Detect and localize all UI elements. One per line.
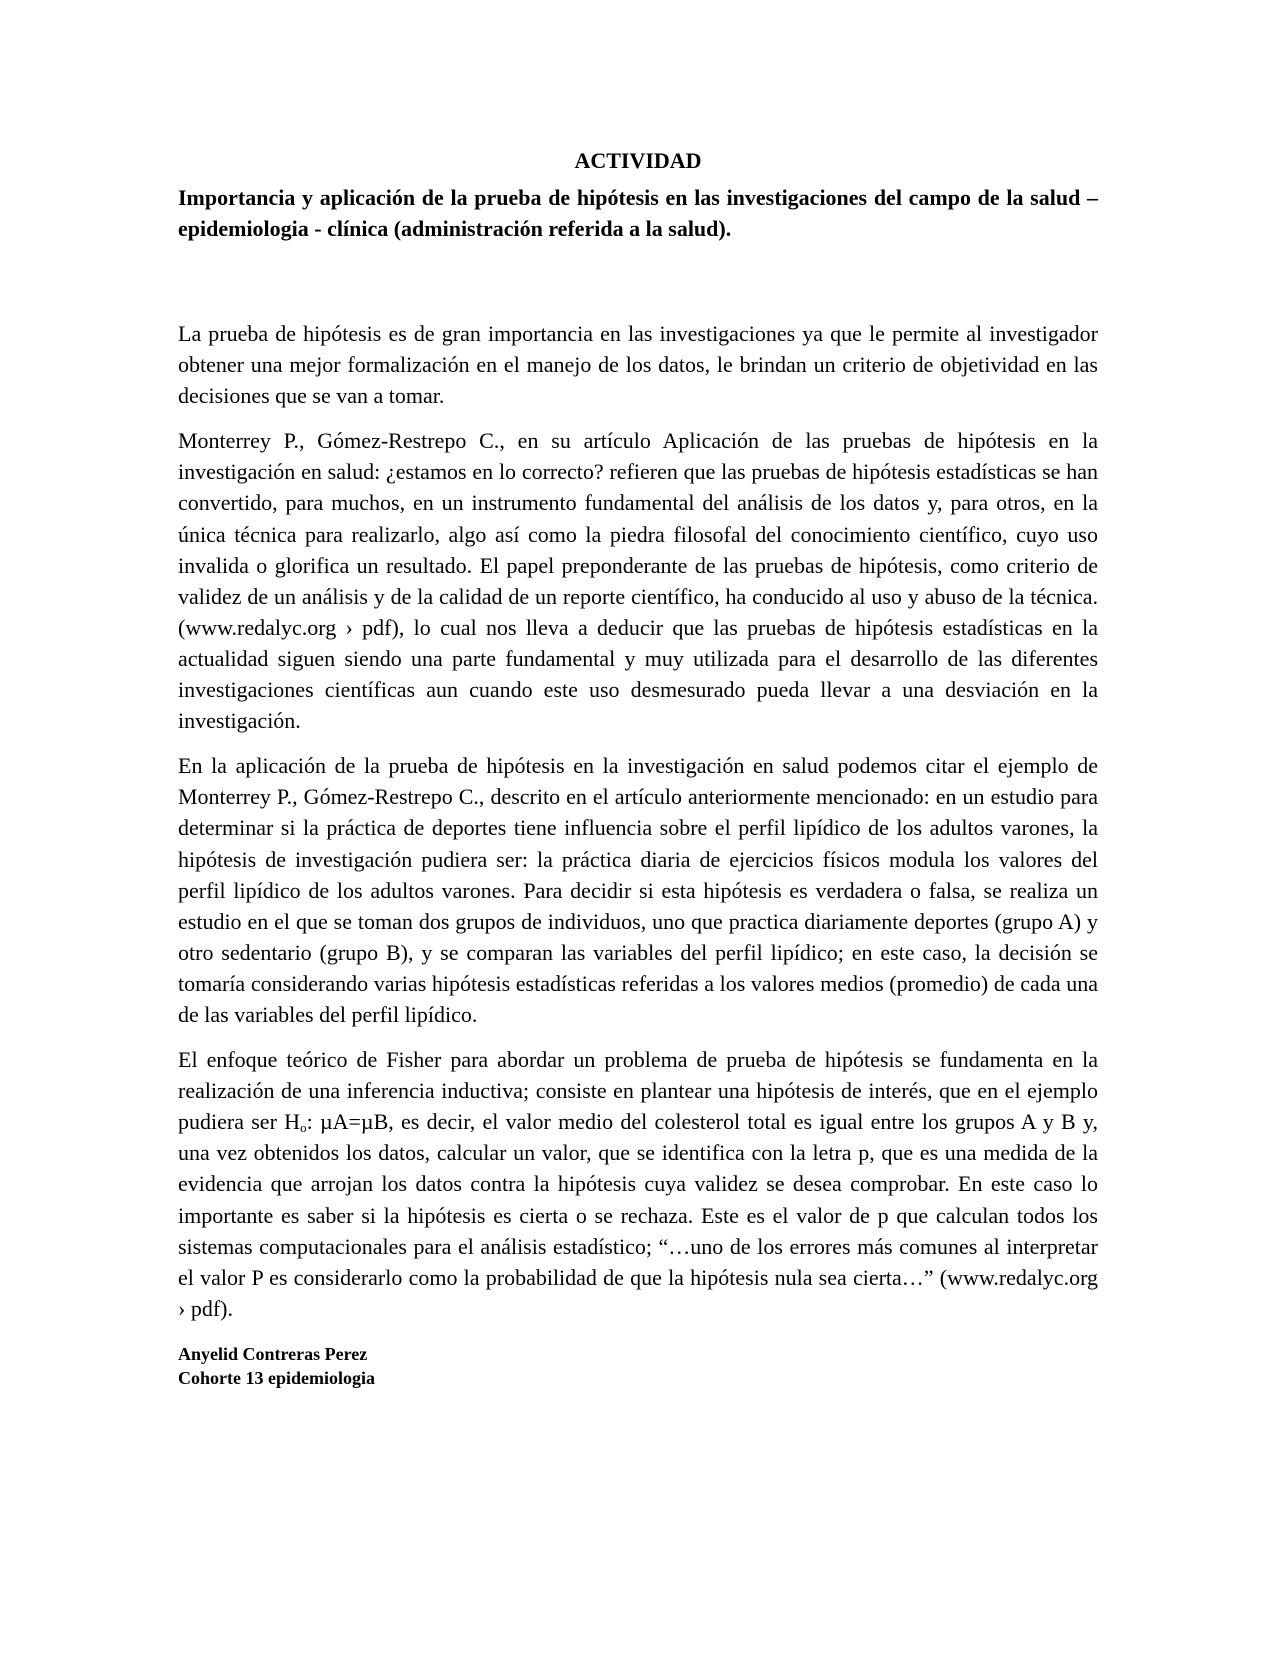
paragraph-1: La prueba de hipótesis es de gran importancia en las investigaciones ya que le permite al investigador obtener una mejor formalización en el manejo de los datos, le brindan un criterio de objetividad en las decisiones que se van a tomar. [178, 321, 1098, 409]
paragraph-4-text-end: : µA=µB, es decir, el valor medio del colesterol total es igual entre los grupos A y B y, una vez obtenidos los datos, calcular un valor, que se identifica con la letra p, que es una medida de la evidencia que arrojan los datos contra la hipótesis cuya validez se desea comprobar. En este caso lo importante es saber si la hipótesis es cierta o se rechaza. Este es el valor de p que calculan todos los sistemas computacionales para el análisis estadístico; “…uno de los errores más comunes al interpretar el valor P es considerarlo como la probabilidad de que la hipótesis nula sea cierta…” (www.redalyc.org › pdf). [178, 1109, 1098, 1321]
paragraph-3: En la aplicación de la prueba de hipótesis en la investigación en salud podemos citar el ejemplo de Monterrey P., Gómez-Restrepo C., descrito en el artículo anteriormente mencionado: en un estudio para determinar si la práctica de deportes tiene influencia sobre el perfil lipídico de los adultos varones, la hipótesis de investigación pudiera ser: la práctica diaria de ejercicios físicos modula los valores del perfil lipídico de los adultos varones. Para decidir si esta hipótesis es verdadera o falsa, se realiza un estudio en el que se toman dos grupos de individuos, uno que practica diariamente deportes (grupo A) y otro sedentario (grupo B), y se comparan las variables del perfil lipídico; en este caso, la decisión se tomaría considerando varias hipótesis estadísticas referidas a los valores medios (promedio) de cada una de las variables del perfil lipídico. [178, 753, 1098, 1027]
document-subtitle: Importancia y aplicación de la prueba de hipótesis en las investigaciones del campo de la salud – epidemiologia - clínica (administración referida a la salud). [178, 185, 1098, 241]
paragraph-4-text-start: El enfoque teórico de Fisher para abordar un problema de prueba de hipótesis se fundamenta en la realización de una inferencia inductiva; consiste en plantear una hipótesis de interés, que en el ejemplo pudiera ser H [178, 1047, 1098, 1135]
paragraph-4 [178, 1044, 1098, 1324]
hypothesis-subscript: o [300, 1120, 307, 1136]
signature-block [178, 1342, 1098, 1390]
paragraph-2: Monterrey P., Gómez-Restrepo C., en su artículo Aplicación de las pruebas de hipótesis en la investigación en salud: ¿estamos en lo correcto? refieren que las pruebas de hipótesis estadísticas se han convertido, para muchos, en un instrumento fundamental del análisis de los datos y, para otros, en la única técnica para realizarlo, algo así como la piedra filosofal del conocimiento científico, cuyo uso invalida o glorifica un resultado. El papel preponderante de las pruebas de hipótesis, como criterio de validez de un análisis y de la calidad de un reporte científico, ha conducido al uso y abuso de la técnica. (www.redalyc.org › pdf), lo cual nos lleva a deducir que las pruebas de hipótesis estadísticas en la actualidad siguen siendo una parte fundamental y muy utilizada para el desarrollo de las diferentes investigaciones científicas aun cuando este uso desmesurado pueda llevar a una desviación en la investigación. [178, 428, 1098, 734]
document-content [178, 146, 1098, 1390]
signature-author: Anyelid Contreras Perez [178, 1343, 368, 1364]
signature-cohort: Cohorte 13 epidemiologia [178, 1367, 375, 1388]
document-title: ACTIVIDAD [574, 148, 702, 173]
